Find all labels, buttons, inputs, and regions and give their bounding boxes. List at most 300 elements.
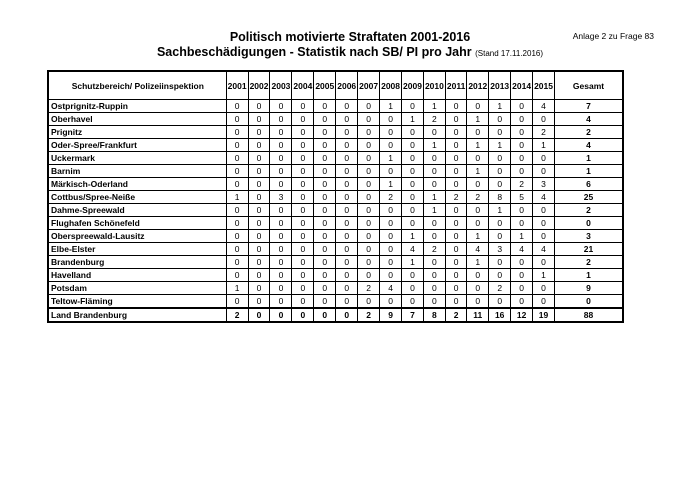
year-value-cell: 0 (467, 178, 489, 191)
year-value-cell: 0 (533, 165, 555, 178)
page-subtitle (0, 45, 700, 59)
year-value-cell: 4 (533, 243, 555, 256)
year-value-cell: 4 (380, 282, 402, 295)
year-value-cell: 0 (270, 256, 292, 269)
year-value-cell: 0 (292, 269, 314, 282)
year-value-cell: 0 (314, 217, 336, 230)
year-value-cell: 0 (402, 282, 424, 295)
year-value-cell: 0 (402, 126, 424, 139)
year-value-cell: 0 (336, 139, 358, 152)
year-value-cell: 0 (533, 152, 555, 165)
year-value-cell: 0 (467, 217, 489, 230)
row-total-cell: 2 (555, 256, 624, 269)
year-value-cell: 0 (445, 100, 466, 113)
year-value-cell: 0 (292, 243, 314, 256)
year-value-cell: 0 (336, 191, 358, 204)
year-value-cell: 0 (467, 126, 489, 139)
year-value-cell: 0 (270, 139, 292, 152)
row-name: Brandenburg (48, 256, 226, 269)
year-value-cell: 0 (336, 152, 358, 165)
year-value-cell: 0 (358, 100, 380, 113)
row-name: Teltow-Fläming (48, 295, 226, 309)
year-value-cell: 0 (445, 217, 466, 230)
year-value-cell: 0 (511, 139, 533, 152)
column-header-year: 2014 (511, 71, 533, 100)
year-value-cell: 0 (489, 126, 511, 139)
year-value-cell: 0 (423, 256, 445, 269)
year-value-cell: 0 (380, 269, 402, 282)
year-value-cell: 2 (511, 178, 533, 191)
year-value-cell: 0 (445, 204, 466, 217)
year-value-cell: 0 (423, 217, 445, 230)
column-header-year: 2008 (380, 71, 402, 100)
year-value-cell: 0 (489, 256, 511, 269)
year-value-cell: 0 (489, 113, 511, 126)
year-value-cell: 1 (423, 191, 445, 204)
year-value-cell: 0 (292, 139, 314, 152)
year-value-cell: 0 (358, 217, 380, 230)
year-value-cell: 0 (336, 165, 358, 178)
year-value-cell: 0 (314, 165, 336, 178)
year-value-cell: 0 (489, 152, 511, 165)
year-value-cell: 0 (270, 126, 292, 139)
year-value-cell: 0 (226, 178, 248, 191)
year-value-cell: 0 (445, 113, 466, 126)
year-value-cell: 0 (402, 204, 424, 217)
year-value-cell: 0 (248, 256, 270, 269)
year-value-cell: 0 (380, 165, 402, 178)
year-value-cell: 0 (467, 100, 489, 113)
page-title: Politisch motivierte Straftaten 2001-2016 (229, 30, 471, 44)
stand-date: (Stand 17.11.2016) (475, 49, 544, 58)
year-value-cell: 2 (467, 191, 489, 204)
year-value-cell: 0 (445, 126, 466, 139)
year-value-cell: 9 (380, 308, 402, 322)
year-value-cell: 2 (226, 308, 248, 322)
row-name: Märkisch-Oderland (48, 178, 226, 191)
annex-label: Anlage 2 zu Frage 83 (572, 31, 654, 41)
table-row (48, 230, 623, 243)
year-value-cell: 1 (489, 139, 511, 152)
row-total-cell: 1 (555, 165, 624, 178)
year-value-cell: 0 (445, 282, 466, 295)
year-value-cell: 0 (380, 217, 402, 230)
year-value-cell: 0 (248, 295, 270, 309)
year-value-cell: 0 (402, 152, 424, 165)
row-name: Havelland (48, 269, 226, 282)
year-value-cell: 0 (270, 269, 292, 282)
year-value-cell: 0 (511, 126, 533, 139)
year-value-cell: 0 (336, 243, 358, 256)
year-value-cell: 0 (402, 165, 424, 178)
table-body (48, 100, 623, 323)
year-value-cell: 0 (226, 243, 248, 256)
year-value-cell: 0 (248, 282, 270, 295)
year-value-cell: 2 (489, 282, 511, 295)
year-value-cell: 0 (226, 126, 248, 139)
year-value-cell: 0 (292, 165, 314, 178)
summary-row (48, 308, 623, 322)
year-value-cell: 0 (248, 243, 270, 256)
year-value-cell: 2 (445, 191, 466, 204)
year-value-cell: 0 (270, 308, 292, 322)
year-value-cell: 1 (467, 139, 489, 152)
column-header-year: 2003 (270, 71, 292, 100)
column-header-year: 2010 (423, 71, 445, 100)
year-value-cell: 0 (292, 217, 314, 230)
row-total-cell: 25 (555, 191, 624, 204)
year-value-cell: 0 (270, 178, 292, 191)
year-value-cell: 1 (467, 113, 489, 126)
year-value-cell: 0 (248, 139, 270, 152)
year-value-cell: 0 (270, 295, 292, 309)
year-value-cell: 0 (445, 295, 466, 309)
year-value-cell: 0 (467, 204, 489, 217)
row-total-cell: 4 (555, 113, 624, 126)
table-row (48, 191, 623, 204)
year-value-cell: 0 (511, 152, 533, 165)
year-value-cell: 0 (511, 256, 533, 269)
table-row (48, 217, 623, 230)
year-value-cell: 1 (423, 139, 445, 152)
year-value-cell: 0 (358, 269, 380, 282)
year-value-cell: 0 (336, 178, 358, 191)
year-value-cell: 0 (248, 126, 270, 139)
year-value-cell: 0 (226, 256, 248, 269)
year-value-cell: 0 (226, 100, 248, 113)
year-value-cell: 2 (358, 282, 380, 295)
year-value-cell: 0 (226, 269, 248, 282)
year-value-cell: 0 (248, 113, 270, 126)
column-header-year: 2006 (336, 71, 358, 100)
year-value-cell: 0 (226, 204, 248, 217)
year-value-cell: 1 (489, 204, 511, 217)
row-name: Oder-Spree/Frankfurt (48, 139, 226, 152)
year-value-cell: 12 (511, 308, 533, 322)
column-header-year: 2011 (445, 71, 466, 100)
year-value-cell: 0 (270, 204, 292, 217)
year-value-cell: 1 (511, 230, 533, 243)
year-value-cell: 1 (423, 204, 445, 217)
year-value-cell: 0 (270, 282, 292, 295)
year-value-cell: 0 (358, 178, 380, 191)
year-value-cell: 0 (489, 269, 511, 282)
year-value-cell: 0 (314, 152, 336, 165)
year-value-cell: 0 (402, 100, 424, 113)
year-value-cell: 0 (467, 152, 489, 165)
year-value-cell: 2 (380, 191, 402, 204)
year-value-cell: 0 (314, 126, 336, 139)
year-value-cell: 0 (533, 217, 555, 230)
year-value-cell: 0 (533, 204, 555, 217)
row-name: Elbe-Elster (48, 243, 226, 256)
year-value-cell: 0 (270, 152, 292, 165)
year-value-cell: 3 (270, 191, 292, 204)
table-row (48, 269, 623, 282)
row-name: Barnim (48, 165, 226, 178)
year-value-cell: 0 (445, 256, 466, 269)
year-value-cell: 0 (292, 113, 314, 126)
year-value-cell: 7 (402, 308, 424, 322)
year-value-cell: 0 (270, 243, 292, 256)
year-value-cell: 0 (314, 230, 336, 243)
year-value-cell: 0 (292, 178, 314, 191)
table-row (48, 243, 623, 256)
year-value-cell: 4 (511, 243, 533, 256)
year-value-cell: 0 (445, 165, 466, 178)
column-header-year: 2007 (358, 71, 380, 100)
row-total-cell: 3 (555, 230, 624, 243)
year-value-cell: 1 (533, 269, 555, 282)
table-row (48, 152, 623, 165)
year-value-cell: 0 (511, 295, 533, 309)
row-name: Oberspreewald-Lausitz (48, 230, 226, 243)
year-value-cell: 1 (380, 100, 402, 113)
year-value-cell: 0 (358, 152, 380, 165)
year-value-cell: 0 (292, 295, 314, 309)
year-value-cell: 0 (533, 113, 555, 126)
year-value-cell: 1 (533, 139, 555, 152)
year-value-cell: 1 (380, 178, 402, 191)
year-value-cell: 0 (511, 217, 533, 230)
year-value-cell: 8 (423, 308, 445, 322)
year-value-cell: 1 (467, 230, 489, 243)
year-value-cell: 0 (248, 204, 270, 217)
year-value-cell: 0 (489, 295, 511, 309)
table-row (48, 295, 623, 309)
year-value-cell: 0 (380, 295, 402, 309)
year-value-cell: 0 (292, 100, 314, 113)
year-value-cell: 0 (358, 230, 380, 243)
year-value-cell: 0 (248, 230, 270, 243)
year-value-cell: 0 (314, 295, 336, 309)
year-value-cell: 1 (402, 230, 424, 243)
year-value-cell: 0 (380, 243, 402, 256)
row-total-cell: 1 (555, 152, 624, 165)
column-header-year: 2001 (226, 71, 248, 100)
year-value-cell: 0 (402, 178, 424, 191)
year-value-cell: 0 (336, 230, 358, 243)
row-total-cell: 0 (555, 295, 624, 309)
year-value-cell: 0 (511, 165, 533, 178)
row-name: Flughafen Schönefeld (48, 217, 226, 230)
year-value-cell: 0 (248, 269, 270, 282)
year-value-cell: 0 (402, 191, 424, 204)
row-name: Potsdam (48, 282, 226, 295)
year-value-cell: 0 (402, 295, 424, 309)
row-total-cell: 2 (555, 204, 624, 217)
year-value-cell: 0 (423, 282, 445, 295)
year-value-cell: 1 (467, 165, 489, 178)
year-value-cell: 0 (292, 308, 314, 322)
year-value-cell: 0 (314, 204, 336, 217)
year-value-cell: 0 (467, 269, 489, 282)
row-total-cell: 2 (555, 126, 624, 139)
year-value-cell: 0 (358, 113, 380, 126)
year-value-cell: 0 (467, 295, 489, 309)
table-row (48, 282, 623, 295)
year-value-cell: 0 (423, 152, 445, 165)
year-value-cell: 0 (226, 113, 248, 126)
year-value-cell: 0 (248, 178, 270, 191)
year-value-cell: 11 (467, 308, 489, 322)
year-value-cell: 0 (248, 217, 270, 230)
year-value-cell: 2 (533, 126, 555, 139)
subtitle-text: Sachbeschädigungen - Statistik nach SB/ PI pro Jahr (156, 45, 472, 59)
year-value-cell: 0 (533, 230, 555, 243)
row-total-cell: 9 (555, 282, 624, 295)
year-value-cell: 0 (226, 165, 248, 178)
year-value-cell: 0 (489, 230, 511, 243)
year-value-cell: 0 (380, 204, 402, 217)
year-value-cell: 0 (336, 308, 358, 322)
year-value-cell: 0 (336, 217, 358, 230)
year-value-cell: 0 (533, 295, 555, 309)
year-value-cell: 2 (358, 308, 380, 322)
year-value-cell: 1 (226, 282, 248, 295)
year-value-cell: 0 (336, 269, 358, 282)
year-value-cell: 0 (467, 282, 489, 295)
year-value-cell: 0 (511, 113, 533, 126)
column-header-year: 2005 (314, 71, 336, 100)
table-header-row (48, 71, 623, 100)
year-value-cell: 1 (467, 256, 489, 269)
year-value-cell: 0 (314, 256, 336, 269)
year-value-cell: 0 (358, 295, 380, 309)
year-value-cell: 0 (423, 295, 445, 309)
year-value-cell: 0 (292, 204, 314, 217)
year-value-cell: 0 (489, 217, 511, 230)
year-value-cell: 3 (533, 178, 555, 191)
table-row (48, 178, 623, 191)
year-value-cell: 4 (467, 243, 489, 256)
year-value-cell: 0 (314, 282, 336, 295)
year-value-cell: 0 (402, 139, 424, 152)
year-value-cell: 0 (292, 191, 314, 204)
year-value-cell: 0 (358, 139, 380, 152)
year-value-cell: 0 (314, 243, 336, 256)
year-value-cell: 0 (270, 230, 292, 243)
year-value-cell: 16 (489, 308, 511, 322)
column-header-year: 2012 (467, 71, 489, 100)
year-value-cell: 0 (380, 256, 402, 269)
row-total-cell: 88 (555, 308, 624, 322)
year-value-cell: 0 (292, 152, 314, 165)
year-value-cell: 0 (336, 256, 358, 269)
year-value-cell: 0 (226, 139, 248, 152)
column-header-year: 2013 (489, 71, 511, 100)
year-value-cell: 0 (445, 152, 466, 165)
year-value-cell: 0 (292, 256, 314, 269)
year-value-cell: 0 (445, 178, 466, 191)
row-name: Ostprignitz-Ruppin (48, 100, 226, 113)
year-value-cell: 0 (248, 191, 270, 204)
year-value-cell: 8 (489, 191, 511, 204)
table-row (48, 113, 623, 126)
row-total-cell: 4 (555, 139, 624, 152)
year-value-cell: 0 (358, 256, 380, 269)
table-row (48, 139, 623, 152)
year-value-cell: 0 (423, 230, 445, 243)
year-value-cell: 0 (314, 269, 336, 282)
year-value-cell: 0 (314, 139, 336, 152)
year-value-cell: 0 (248, 152, 270, 165)
year-value-cell: 0 (314, 308, 336, 322)
column-header-year: 2015 (533, 71, 555, 100)
row-total-cell: 6 (555, 178, 624, 191)
year-value-cell: 0 (270, 165, 292, 178)
column-header-total: Gesamt (555, 71, 624, 100)
row-name: Land Brandenburg (48, 308, 226, 322)
year-value-cell: 0 (380, 139, 402, 152)
year-value-cell: 5 (511, 191, 533, 204)
year-value-cell: 0 (314, 100, 336, 113)
year-value-cell: 1 (380, 152, 402, 165)
year-value-cell: 0 (423, 126, 445, 139)
year-value-cell: 0 (292, 282, 314, 295)
year-value-cell: 0 (248, 165, 270, 178)
year-value-cell: 0 (380, 113, 402, 126)
year-value-cell: 0 (358, 191, 380, 204)
year-value-cell: 0 (445, 139, 466, 152)
table-row (48, 126, 623, 139)
year-value-cell: 1 (489, 100, 511, 113)
row-name: Dahme-Spreewald (48, 204, 226, 217)
year-value-cell: 0 (533, 282, 555, 295)
year-value-cell: 0 (270, 100, 292, 113)
year-value-cell: 0 (358, 165, 380, 178)
year-value-cell: 0 (445, 243, 466, 256)
year-value-cell: 0 (336, 282, 358, 295)
year-value-cell: 2 (423, 243, 445, 256)
table-row (48, 256, 623, 269)
year-value-cell: 0 (270, 113, 292, 126)
year-value-cell: 0 (423, 165, 445, 178)
year-value-cell: 1 (402, 113, 424, 126)
year-value-cell: 4 (533, 100, 555, 113)
year-value-cell: 0 (380, 230, 402, 243)
year-value-cell: 0 (358, 243, 380, 256)
year-value-cell: 0 (314, 113, 336, 126)
row-total-cell: 7 (555, 100, 624, 113)
row-name: Cottbus/Spree-Neiße (48, 191, 226, 204)
row-total-cell: 21 (555, 243, 624, 256)
year-value-cell: 0 (248, 308, 270, 322)
year-value-cell: 0 (226, 295, 248, 309)
year-value-cell: 2 (423, 113, 445, 126)
row-name: Uckermark (48, 152, 226, 165)
year-value-cell: 1 (423, 100, 445, 113)
year-value-cell: 0 (511, 100, 533, 113)
year-value-cell: 0 (226, 230, 248, 243)
year-value-cell: 0 (336, 204, 358, 217)
column-header-year: 2009 (402, 71, 424, 100)
year-value-cell: 1 (402, 256, 424, 269)
year-value-cell: 3 (489, 243, 511, 256)
year-value-cell: 1 (226, 191, 248, 204)
column-header-year: 2002 (248, 71, 270, 100)
year-value-cell: 0 (511, 282, 533, 295)
year-value-cell: 0 (511, 204, 533, 217)
year-value-cell: 0 (270, 217, 292, 230)
year-value-cell: 0 (336, 126, 358, 139)
year-value-cell: 0 (336, 100, 358, 113)
column-header-name: Schutzbereich/ Polizeiinspektion (48, 71, 226, 100)
row-name: Prignitz (48, 126, 226, 139)
year-value-cell: 0 (445, 269, 466, 282)
column-header-year: 2004 (292, 71, 314, 100)
year-value-cell: 0 (402, 217, 424, 230)
